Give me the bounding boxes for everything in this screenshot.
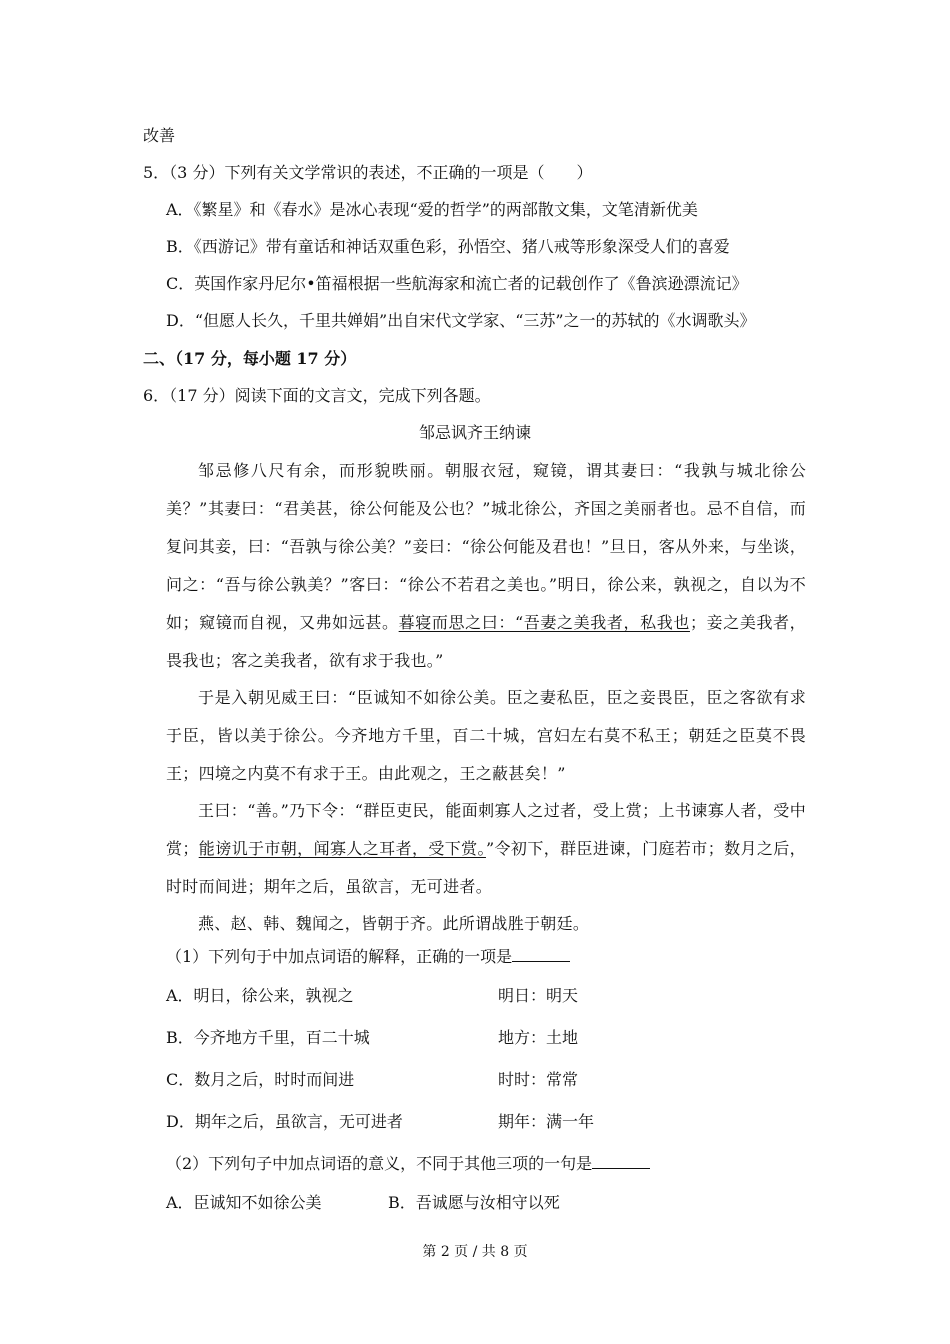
prev-question-tail: 改善: [143, 126, 176, 145]
sub1-option-d-gloss: 期年：满一年: [498, 1112, 595, 1131]
p1-text-end: ；妾之美我者，畏我也；客之美我者，欲有求于我也。”: [166, 613, 806, 670]
sub1-stem-text: （1）下列句于中加点词语的解释，正确的一项是: [166, 947, 513, 966]
passage-paragraph-3: [166, 792, 806, 906]
p3-text: 王曰：“善。”乃下令：“群臣吏民，能面刺寡人之过者，受上赏；上书谏寡人者，受中赏；: [166, 801, 806, 858]
sub2-option-b: B．吾诚愿与汝相守以死: [388, 1193, 560, 1212]
p3-text-end: ”令初下，群臣进谏，门庭若市；数月之后，时时而间进；期年之后，虽欲言，无可进者。: [166, 839, 806, 896]
sub2-option-a: A．臣诚知不如徐公美: [166, 1193, 322, 1212]
page-footer: 第 2 页 / 共 8 页: [422, 1244, 528, 1260]
q6-stem: 6．（17 分）阅读下面的文言文，完成下列各题。: [143, 386, 491, 405]
answer-blank: [512, 947, 570, 962]
sub1-option-c: C．数月之后，时时而间进: [166, 1070, 355, 1089]
q5-stem: 5．（3 分）下列有关文学常识的表述，不正确的一项是（ ）: [143, 163, 593, 182]
p3-underlined: 能谤讥于市朝，闻寡人之耳者，受下赏。: [198, 839, 486, 858]
q5-option-d: D．“但愿人长久，千里共婵娟”出自宋代文学家、“三苏”之一的苏轼的《水调歌头》: [166, 311, 756, 330]
sub2-stem-text: （2）下列句子中加点词语的意义，不同于其他三项的一句是: [166, 1154, 593, 1173]
q5-option-c: C．英国作家丹尼尔•笛福根据一些航海家和流亡者的记载创作了《鲁滨逊漂流记》: [166, 274, 748, 293]
sub1-option-c-gloss: 时时：常常: [498, 1070, 579, 1089]
sub1-option-d: D．期年之后，虽欲言，无可进者: [166, 1112, 403, 1131]
answer-blank: [592, 1154, 650, 1169]
passage-title: 邹忌讽齐王纳谏: [418, 423, 531, 442]
sub1-option-b: B．今齐地方千里，百二十城: [166, 1028, 370, 1047]
sub2-stem: [166, 1153, 650, 1175]
sub1-option-a: A．明日，徐公来，孰视之: [166, 986, 354, 1005]
q5-option-b: B．《西游记》带有童话和神话双重色彩，孙悟空、猪八戒等形象深受人们的喜爱: [166, 237, 730, 256]
passage-paragraph-4: 燕、赵、韩、魏闻之，皆朝于齐。此所谓战胜于朝廷。: [198, 914, 590, 933]
sub1-option-a-gloss: 明日：明天: [498, 986, 579, 1005]
section-2-heading: 二、（17 分，每小题 17 分）: [143, 349, 357, 368]
p1-underlined: 暮寝而思之曰：“吾妻之美我者，私我也: [398, 613, 690, 632]
p1-text: 邹忌修八尺有余，而形貌昳丽。朝服衣冠，窥镜，谓其妻曰：“我孰与城北徐公美？”其妻曰：“君美甚，徐公何能及公也？”城北徐公，齐国之美丽者也。忌不自信，而复问其妾，曰：“吾孰与徐公美？”妾曰：“徐公何能及君也！”旦日，客从外来，与坐谈，问之：“吾与徐公孰美？”客曰：“徐公不若君之美也。”明日，徐公来，孰视之，自以为不如；窥镜而自视，又弗如远甚。: [166, 461, 806, 632]
q5-option-a: A．《繁星》和《春水》是冰心表现“爱的哲学”的两部散文集，文笔清新优美: [166, 200, 698, 219]
passage-paragraph-1: [166, 452, 806, 680]
sub1-option-b-gloss: 地方：土地: [498, 1028, 579, 1047]
sub1-stem: [166, 946, 570, 968]
passage-paragraph-2: 于是入朝见威王曰：“臣诚知不如徐公美。臣之妻私臣，臣之妾畏臣，臣之客欲有求于臣，皆以美于徐公。今齐地方千里，百二十城，宫妇左右莫不私王；朝廷之臣莫不畏王；四境之内莫不有求于王。由此观之，王之蔽甚矣！”: [166, 688, 806, 783]
